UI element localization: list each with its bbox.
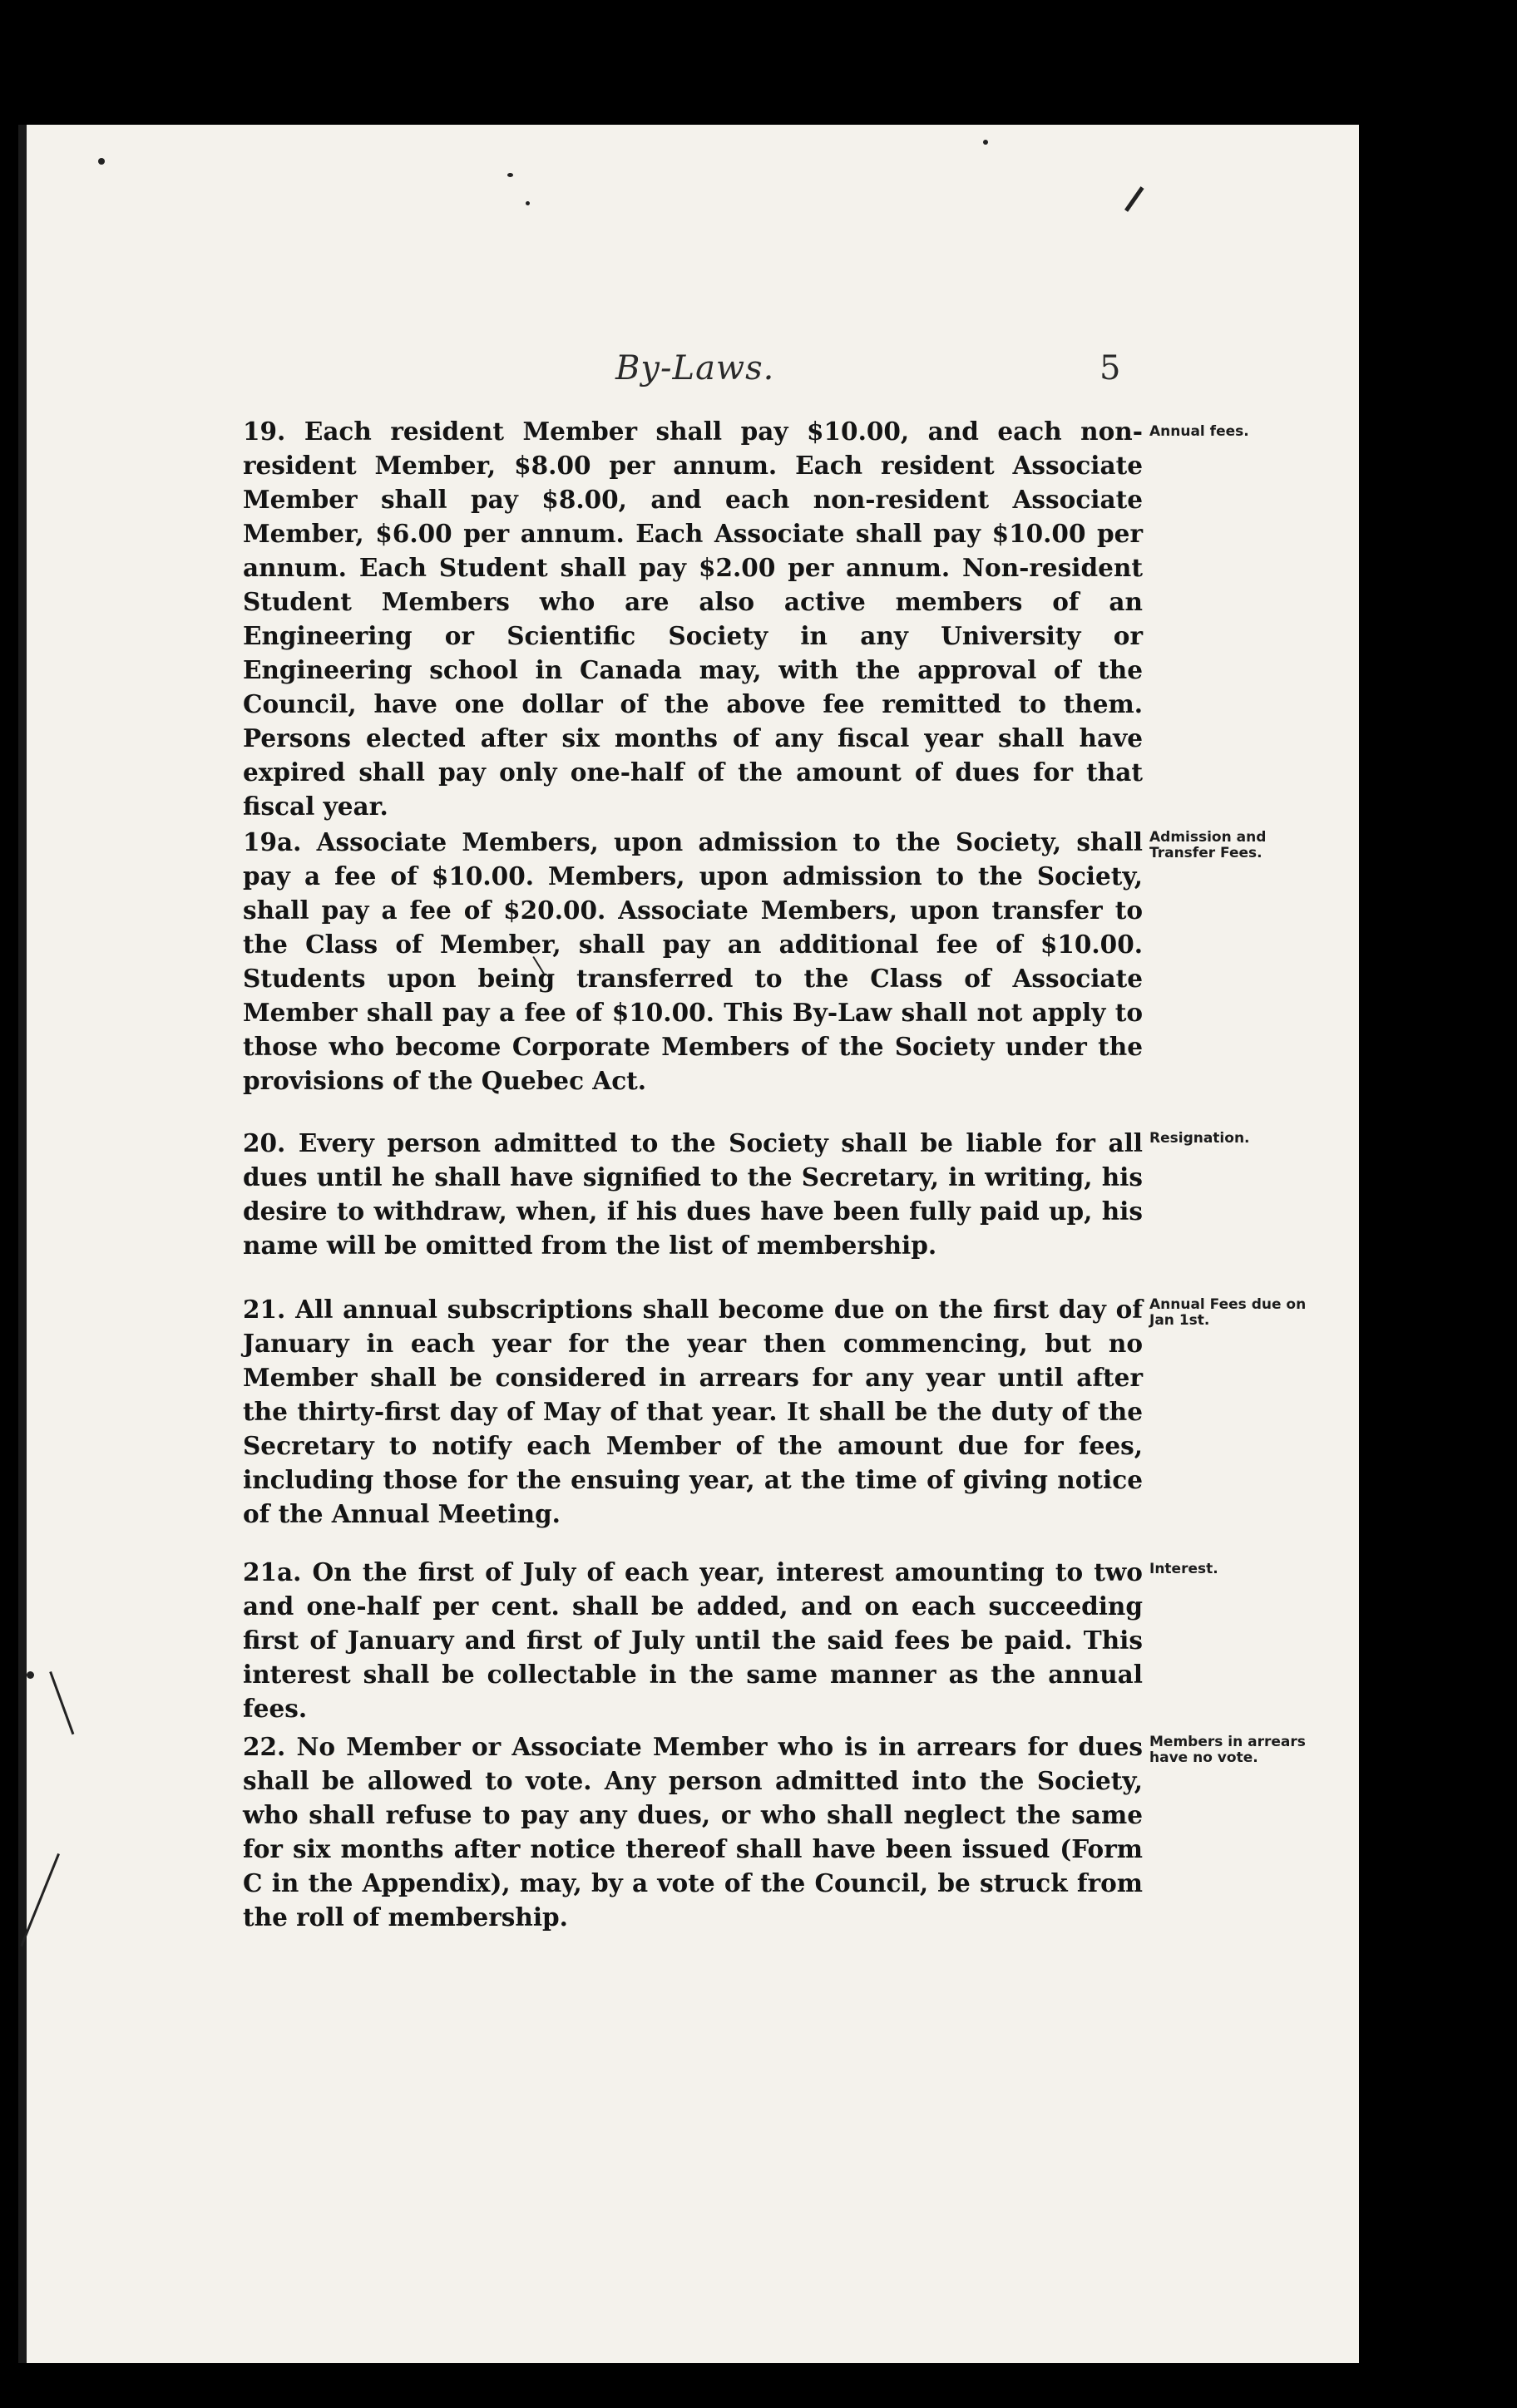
margin-note-annual-fees: Annual fees.	[1149, 423, 1249, 440]
scan-speck	[98, 158, 105, 165]
bylaw-19a: 19a. Associate Members, upon admission to the Society, shall pay a fee of $10.00. Members, upon admission to the Society, shall pay a fee of $20.00. Associate Members, upon transfer to the Class of Member, shall pay an additional fee of $10.00. Students upon being transferred to the Class of Associate Member shall pay a fee of $10.00. This By-Law shall not apply to those who become Corporate Members of the Society under the provisions of the Quebec Act.	[243, 827, 1143, 1095]
scan-mark	[49, 1671, 74, 1734]
margin-note-resignation: Resignation.	[1149, 1130, 1250, 1147]
bylaw-21: 21. All annual subscriptions shall become due on the first day of January in each year for the year then commencing, but no Member shall be considered in arrears for any year until after the thirty-first day of May of that year. It shall be the duty of the Secretary to notify each Member of the amount due for fees, including those for the ensuing year, at the time of giving notice of the Annual Meeting.	[243, 1295, 1143, 1528]
scan-mark	[1124, 186, 1144, 212]
bylaw-19: 19. Each resident Member shall pay $10.00, and each non-resident Member, $8.00 per annum. Each resident Associate Member shall pay $8.00, and each non-resident Associate Member, $6.00 per annum. Each Associate shall pay $10.00 per annum. Each Student shall pay $2.00 per annum. Non-resident Student Members who are also active members of an Engineering or Scientific Society in any University or Engineering school in Canada may, with the approval of the Council, have one dollar of the above fee remitted to them. Persons elected after six months of any fiscal year shall have expired shall pay only one-half of the amount of dues for that fiscal year.	[243, 417, 1143, 821]
bylaw-22: 22. No Member or Associate Member who is in arrears for dues shall be allowed to vote. Any person admitted into the Society, who shall refuse to pay any dues, or who shall neglect the same for six months after notice thereof shall have been issued (Form C in the Appendix), may, by a vote of the Council, be struck from the roll of membership.	[243, 1732, 1143, 1932]
margin-note-arrears-no-vote: Members in arrears have no vote.	[1149, 1734, 1306, 1766]
scan-speck	[507, 173, 513, 177]
scan-speck	[983, 140, 988, 145]
bylaw-21a: 21a. On the first of July of each year, interest amounting to two and one-half per cent. shall be added, and on each succeeding first of January and first of July until the said fees be paid. This interest shall be collectable in the same manner as the annual fees.	[243, 1557, 1143, 1723]
film-frame-edge	[18, 125, 27, 2363]
scan-speck	[526, 201, 530, 205]
document-page	[18, 125, 1359, 2363]
running-title: By-Laws.	[615, 349, 775, 387]
margin-note-interest: Interest.	[1149, 1561, 1218, 1577]
page-header	[18, 349, 1359, 399]
bylaw-20: 20. Every person admitted to the Society shall be liable for all dues until he shall have signified to the Secretary, in writing, his desire to withdraw, when, if his dues have been fully paid up, his name will be omitted from the list of membership.	[243, 1128, 1143, 1260]
margin-note-admission-transfer-fees: Admission and Transfer Fees.	[1149, 829, 1267, 861]
margin-note-annual-fees-due: Annual Fees due on Jan 1st.	[1149, 1296, 1307, 1329]
scan-speck	[27, 1671, 34, 1679]
page-number: 5	[1099, 349, 1121, 387]
